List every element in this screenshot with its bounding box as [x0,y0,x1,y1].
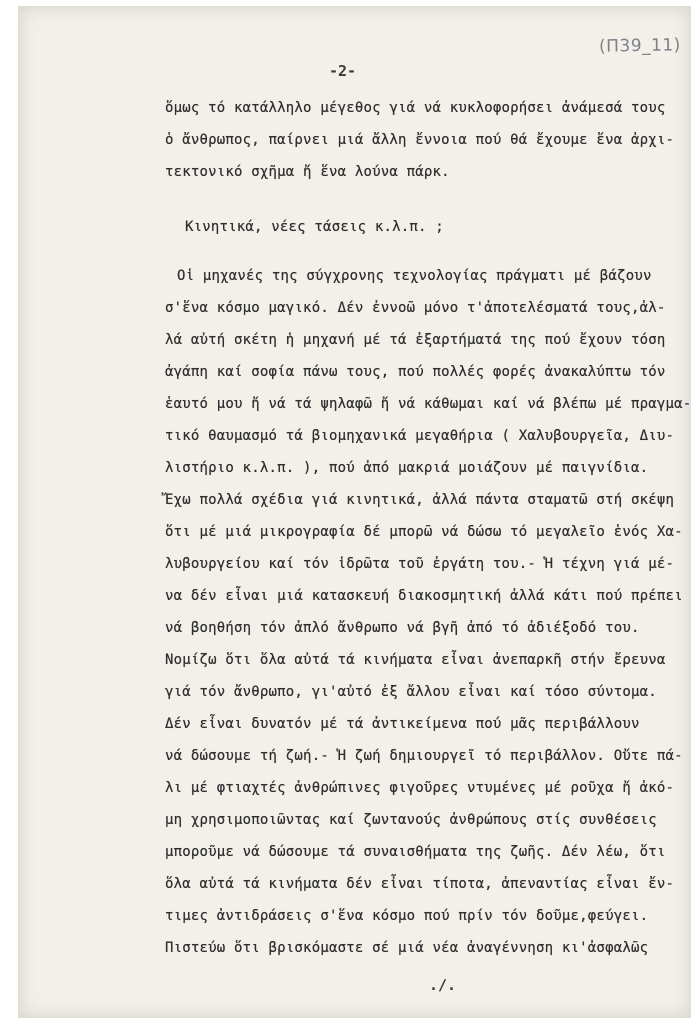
text-line: λι μέ φτιαχτές ἀνθρώπινες φιγοῦρες ντυμένες μέ ροῦχα ἤ ἀκό- [165,780,675,796]
text-line: τεκτονικό σχῆμα ἤ ἕνα λούνα πάρκ. [165,164,450,180]
text-line: μποροῦμε νά δώσουμε τά συναισθήματα της ζωῆς. Δέν λέω, ὅτι [165,844,666,860]
text-line: ὅλα αὐτά τά κινήματα δέν εἶναι τίποτα, ἀπεναντίας εἶναι ἔν- [165,876,675,892]
text-line: τικό θαυμασμό τά βιομηχανικά μεγαθήρια ( Χαλυβουργεῖα, Διυ- [165,428,675,444]
text-line: Δέν εἶναι δυνατόν μέ τά ἀντικείμενα πού μᾶς περιβάλλουν [165,716,640,732]
document-page [18,6,691,1018]
text-line: ὅτι μέ μιά μικρογραφία δέ μπορῶ νά δώσω τό μεγαλεῖο ἑνός Χα- [165,524,683,540]
text-line: Νομίζω ὅτι ὅλα αὐτά τά κινήματα εἶναι ἀνεπαρκῆ στήν ἔρευνα [165,652,666,668]
text-line: ὅμως τό κατάλληλο μέγεθος γιά νά κυκλοφορήσει ἀνάμεσά τους [165,100,666,116]
text-line: λυβουργείου καί τόν ἱδρῶτα τοῦ ἐργάτη του.- Ἡ τέχνη γιά μέ- [165,556,675,572]
text-line: νά δώσουμε τή ζωή.- Ἡ ζωή δημιουργεῖ τό περιβάλλον. Οὔτε πά- [165,748,683,764]
text-line: να δέν εἶναι μιά κατασκευή διακοσμητική ἀλλά κάτι πού πρέπει [165,588,683,604]
text-line: λιστήριο κ.λ.π. ), πού ἀπό μακριά μοιάζουν μέ παιγνίδια. [165,460,649,476]
text-line: λά αὐτή σκέτη ἡ μηχανή μέ τά ἐξαρτήματά της πού ἔχουν τόση [165,332,666,348]
text-line: ἑαυτό μου ἤ νά τά ψηλαφῶ ἤ νά κάθωμαι καί νά βλέπω μέ πραγμα- [165,396,692,412]
text-line: ὁ ἄνθρωπος, παίρνει μιά ἄλλη ἔννοια πού θά ἔχουμε ἕνα ἀρχι- [165,132,675,148]
section-question: Κινητικά, νέες τάσεις κ.λ.π. ; [185,219,444,235]
text-line: ἀγάπη καί σοφία πάνω τους, πού πολλές φορές ἀνακαλύπτω τόν [165,364,666,380]
text-line: Πιστεύω ὅτι βρισκόμαστε σέ μιά νέα ἀναγέννηση κι'ἀσφαλῶς [165,940,649,956]
text-line: νά βοηθήση τόν ἀπλό ἄνθρωπο νά βγῆ ἀπό τό ἀδιέξοδό του. [165,620,640,636]
continuation-mark: .∕. [429,976,457,994]
page-number: -2- [329,62,357,80]
text-line: Οἱ μηχανές της σύγχρονης τεχνολογίας πράγματι μέ βάζουν [177,268,652,284]
text-line: Ἔχω πολλά σχέδια γιά κινητικά, ἀλλά πάντα σταματῶ στή σκέψη [165,492,675,508]
text-line: μη χρησιμοποιῶντας καί ζωντανούς ἀνθρώπους στίς συνθέσεις [165,812,657,828]
text-line: σ'ἕνα κόσμο μαγικό. Δέν ἐννοῶ μόνο τ'ἀποτελέσματά τους,ἀλ- [165,300,666,316]
text-line: γιά τόν ἄνθρωπο, γι'αὐτό ἐξ ἄλλου εἶναι καί τόσο σύντομα. [165,684,657,700]
archive-reference-handwritten: (Π39_11) [598,35,681,57]
text-line: τιμες ἀντιδράσεις σ'ἕνα κόσμο πού πρίν τόν δοῦμε,φεύγει. [165,908,649,924]
